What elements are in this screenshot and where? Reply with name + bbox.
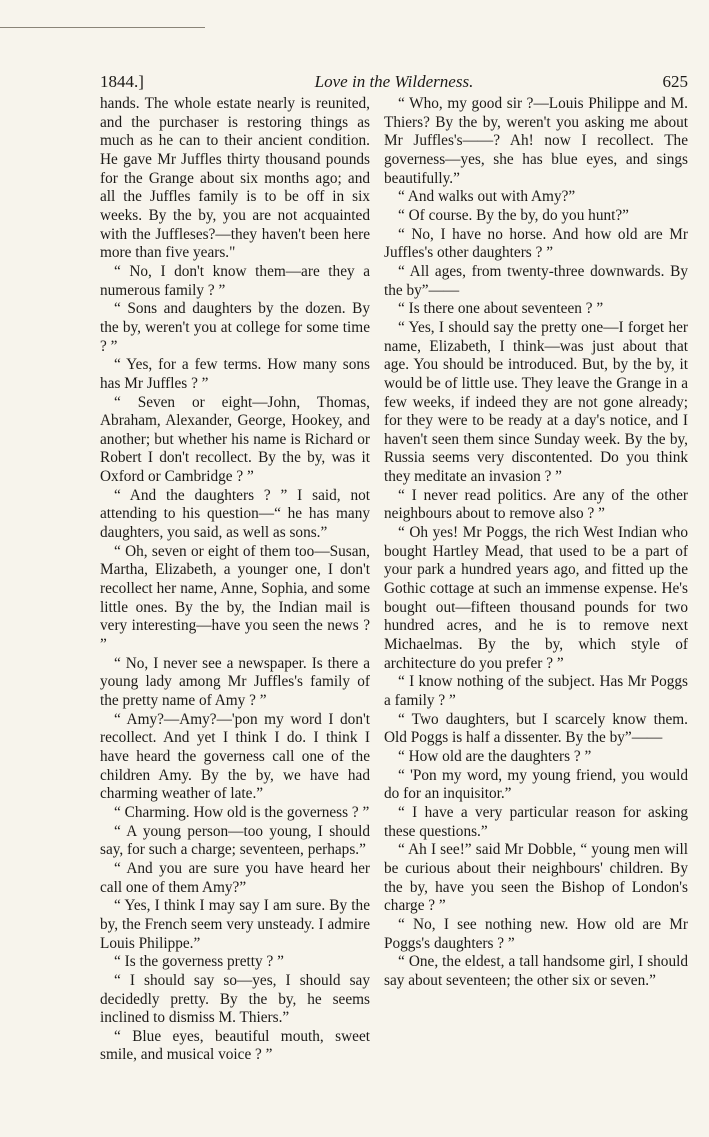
paragraph: “ A young person—too young, I should say, for such a charge; seventeen, perhaps.”	[100, 822, 370, 859]
paragraph: “ No, I never see a newspaper. Is there a young lady among Mr Juffles's family of the pretty name of Amy ? ”	[100, 654, 370, 709]
paragraph: “ Charming. How old is the governess ? ”	[114, 803, 370, 821]
paragraph: “ Oh yes! Mr Poggs, the rich West Indian who bought Hartley Mead, that used to be a part of your park a hundred years ago, and fitted up the Gothic cottage at such an immense expense. He's bought out—fifteen thousand pounds for two hundred acres, and he is to remove next Michaelmas. By the by, which style of architecture do you prefer ? ”	[384, 524, 688, 672]
paragraph: “ Who, my good sir ?—Louis Philippe and M. Thiers? By the by, weren't you asking me about Mr Juffles's——? Ah! now I recollect. The governess—yes, she has blue eyes, and sings beautifully.”	[384, 95, 688, 187]
paragraph: “ Sons and daughters by the dozen. By the by, weren't you at college for some time ? ”	[100, 300, 370, 355]
header-year: 1844.]	[100, 72, 144, 91]
paragraph: “ Is there one about seventeen ? ”	[398, 300, 604, 318]
paragraph: “ Oh, seven or eight of them too—Susan, Martha, Elizabeth, a younger one, I don't recollect her name, Anne, Sophia, and some little ones. By the by, the Indian mail is very interesting—have you seen the news ? ”	[100, 542, 370, 654]
paragraph: “ Of course. By the by, do you hunt?”	[398, 206, 629, 224]
left-column	[100, 95, 370, 1125]
running-header	[100, 72, 688, 94]
paragraph: “ Two daughters, but I scarcely know them. Old Poggs is half a dissenter. By the by”——	[384, 710, 688, 747]
paragraph: “ No, I have no horse. And how old are Mr Juffles's other daughters ? ”	[384, 225, 688, 262]
right-column	[384, 95, 688, 1125]
paragraph: “ And the daughters ? ” I said, not attending to his question—“ he has many daughters, you said, as well as sons.”	[100, 486, 370, 542]
paragraph: “ I should say so—yes, I should say decidedly pretty. By the by, he seems inclined to dismiss M. Thiers.”	[100, 971, 370, 1027]
paragraph: “ Yes, I think I may say I am sure. By the by, the French seem very unsteady. I admire Louis Philippe.”	[100, 897, 370, 952]
paragraph: “ Seven or eight—John, Thomas, Abraham, Alexander, George, Hookey, and another; but whether his name is Richard or Robert I don't recollect. By the by, was it Oxford or Cambridge ? ”	[100, 393, 370, 486]
paragraph: “ Is the governess pretty ? ”	[114, 953, 284, 971]
paragraph: “ Yes, I should say the pretty one—I forget her name, Elizabeth, I think—was just about that age. You should be introduced. But, by the by, it would be of little use. They leave the Grange in a few weeks, if indeed they are not gone already; for they were to be ready at a day's notice, and I haven't seen them since Sunday week. By the by, Russia seems very discontented. Do you think they meditate an invasion ? ”	[384, 318, 688, 486]
paragraph: hands. The whole estate nearly is reunited, and the purchaser is restoring things as much as he can to their ancient condition. He gave Mr Juffles thirty thousand pounds for the Grange about six months ago; and all the Juffles family is to be off in six weeks. By the by, you are not acquainted with the Juffleses?—they haven't been here more than five years."	[100, 95, 370, 262]
paragraph: “ Amy?—Amy?—'pon my word I don't recollect. And yet I think I do. I think I have heard the governess call one of the children Amy. By the by, we have had charming weather of late.”	[100, 710, 370, 803]
paragraph: “ I know nothing of the subject. Has Mr Poggs a family ? ”	[384, 673, 688, 709]
paragraph: “ I have a very particular reason for asking these questions.”	[384, 803, 688, 840]
paragraph: “ Ah I see!” said Mr Dobble, “ young men will be curious about their neighbours' children. By the by, have you seen the Bishop of London's charge ? ”	[384, 841, 688, 915]
top-rule	[0, 27, 205, 28]
paragraph: “ And walks out with Amy?”	[398, 188, 576, 206]
paragraph: “ No, I don't know them—are they a numerous family ? ”	[100, 262, 370, 299]
header-title: Love in the Wilderness.	[314, 72, 474, 91]
paragraph: “ No, I see nothing new. How old are Mr Poggs's daughters ? ”	[384, 915, 688, 952]
paragraph: “ I never read politics. Are any of the other neighbours about to remove also ? ”	[384, 486, 688, 523]
paragraph: “ All ages, from twenty-three downwards. By the by”——	[384, 262, 688, 299]
page-number: 625	[662, 72, 688, 91]
paragraph: “ Yes, for a few terms. How many sons has Mr Juffles ? ”	[100, 356, 370, 392]
paragraph: “ Blue eyes, beautiful mouth, sweet smile, and musical voice ? ”	[100, 1027, 370, 1064]
paragraph: “ How old are the daughters ? ”	[398, 747, 592, 765]
paragraph: “ One, the eldest, a tall handsome girl, I should say about seventeen; the other six or seven.”	[384, 953, 688, 989]
paragraph: “ 'Pon my word, my young friend, you would do for an inquisitor.”	[384, 766, 688, 803]
paragraph: “ And you are sure you have heard her call one of them Amy?”	[100, 859, 370, 896]
